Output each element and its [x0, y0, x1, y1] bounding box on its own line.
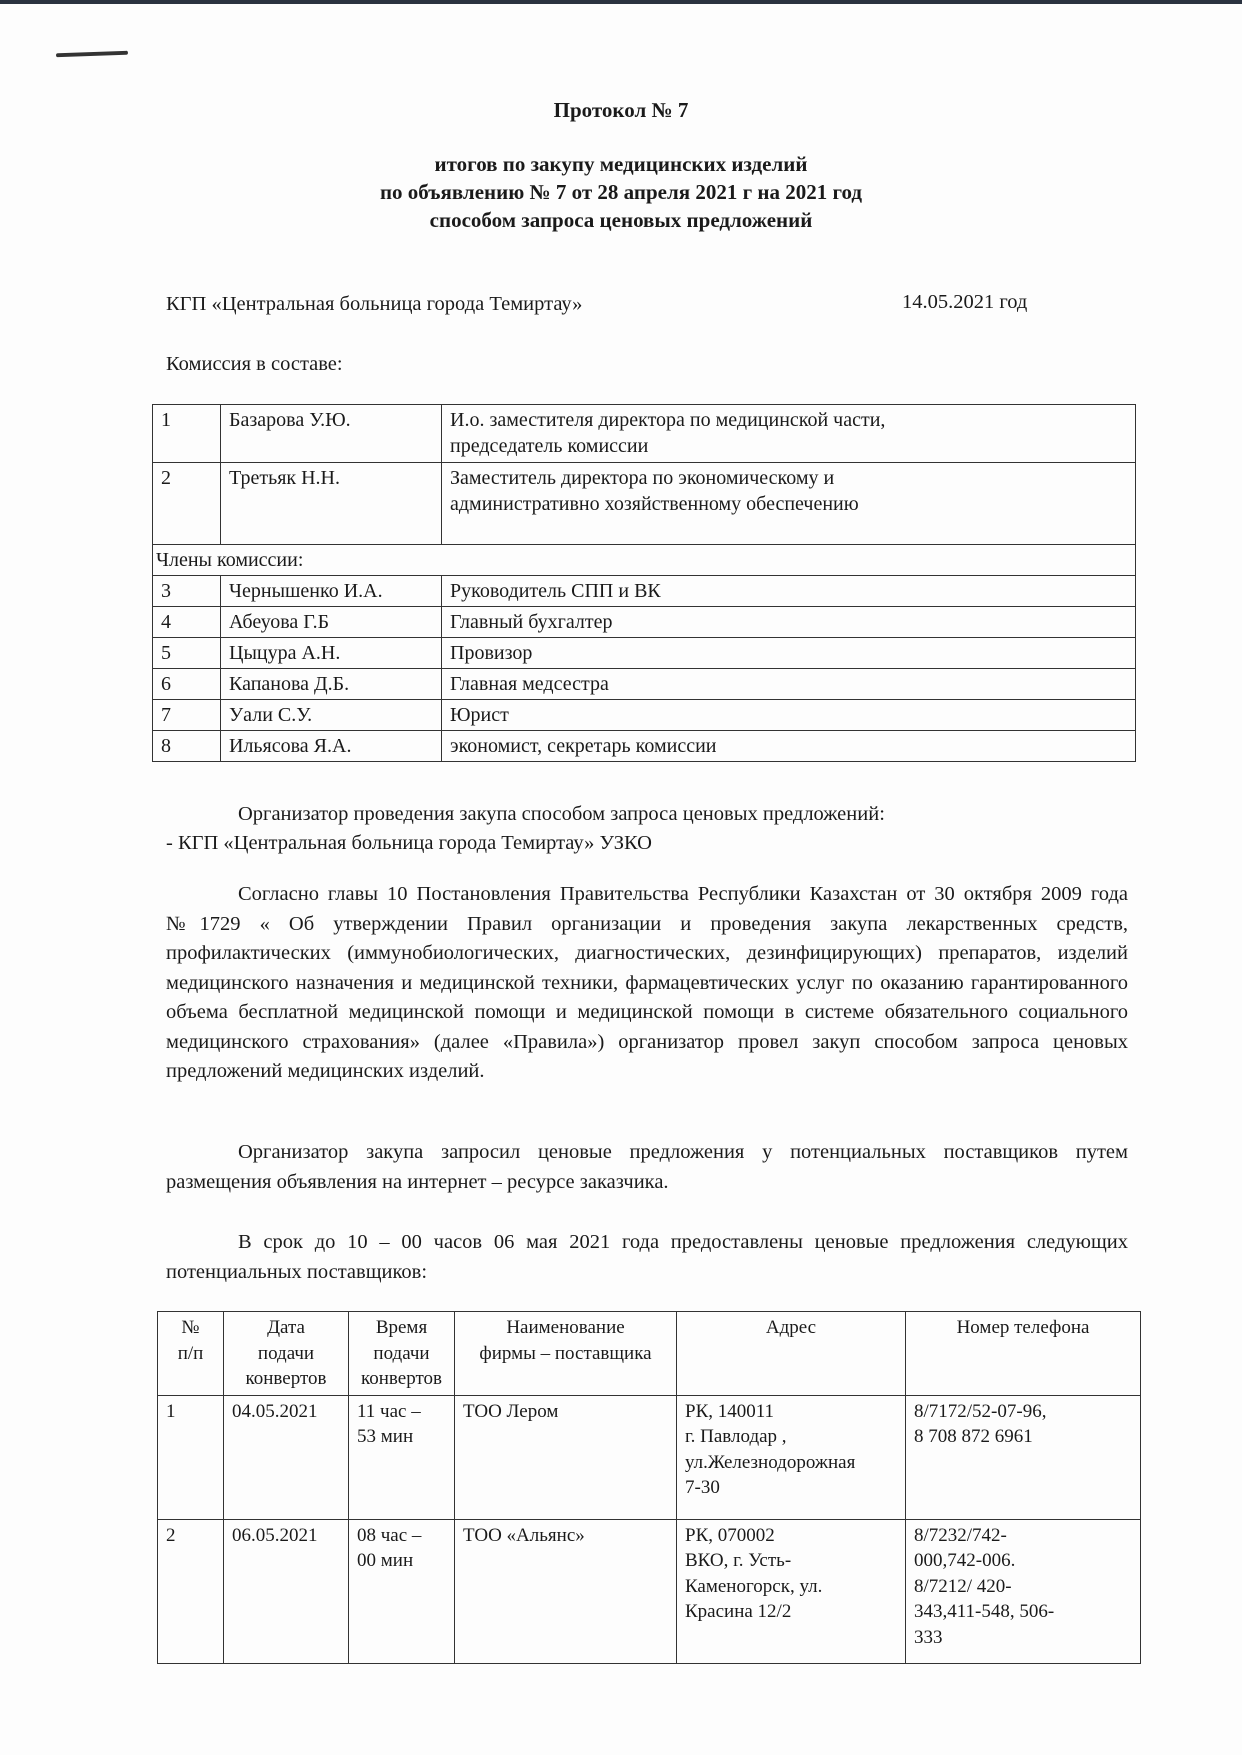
row-number: 2 — [153, 463, 221, 545]
supplier-address: РК, 070002 ВКО, г. Усть- Каменогорск, ул. Красина 12/2 — [677, 1519, 906, 1663]
table-row — [158, 1519, 1141, 1663]
paragraph-deadline: В срок до 10 – 00 часов 06 мая 2021 года предоставлены ценовые предложения следующих потенциальных поставщиков: — [166, 1231, 1128, 1283]
submission-date: 04.05.2021 — [224, 1395, 349, 1519]
paragraph-rules: Согласно главы 10 Постановления Правительства Республики Казахстан от 30 октября 2009 года №1729 « Об утверждении Правил организации и проведения закупа лекарственных средств, профилактических (иммунобиологических, диагностических, дезинфицирующих) препаратов, изделий медицинского назначения и медицинской техники, фармацевтических услуг по оказанию гарантированного объема бесплатной медицинской помощи и медицинской помощи в системе обязательного социального медицинского страхования» (далее «Правила») организатор провел закуп способом запроса ценовых предложений медицинских изделий. — [166, 883, 1128, 1082]
table-header-row — [158, 1312, 1141, 1396]
member-role: Провизор — [442, 638, 1136, 669]
row-number: 1 — [153, 405, 221, 463]
member-name: Цыцура А.Н. — [221, 638, 442, 669]
table-row — [158, 1395, 1141, 1519]
scan-edge — [0, 0, 1242, 4]
member-name: Базарова У.Ю. — [221, 405, 442, 463]
supplier-address: РК, 140011 г. Павлодар , ул.Железнодорожная 7-30 — [677, 1395, 906, 1519]
supplier-phone: 8/7232/742- 000,742-006. 8/7212/ 420- 343,411-548, 506- 333 — [906, 1519, 1141, 1663]
member-name: Капанова Д.Б. — [221, 669, 442, 700]
subtitle-line-3: способом запроса ценовых предложений — [429, 208, 813, 232]
member-role: И.о. заместителя директора по медицинской части, председатель комиссии — [442, 405, 1136, 463]
commission-label: Комиссия в составе: — [166, 353, 343, 375]
row-number: 8 — [153, 731, 221, 762]
member-role: Главная медсестра — [442, 669, 1136, 700]
member-name: Уали С.У. — [221, 700, 442, 731]
member-role: Руководитель СПП и ВК — [442, 576, 1136, 607]
member-name: Чернышенко И.А. — [221, 576, 442, 607]
member-role: Юрист — [442, 700, 1136, 731]
submission-date: 06.05.2021 — [224, 1519, 349, 1663]
commission-row — [153, 731, 1136, 762]
commission-row — [153, 638, 1136, 669]
supplier-name: ТОО Лером — [455, 1395, 677, 1519]
header-address: Адрес — [677, 1312, 906, 1396]
organization-name: КГП «Центральная больница города Темиртау» — [166, 293, 583, 315]
member-role: экономист, секретарь комиссии — [442, 731, 1136, 762]
commission-row — [153, 463, 1136, 545]
submission-time: 08 час – 00 мин — [349, 1519, 455, 1663]
paragraph-request: Организатор закупа запросил ценовые предложения у потенциальных поставщиков путем размещения объявления на интернет – ресурсе заказчика. — [166, 1141, 1128, 1193]
row-number: 4 — [153, 607, 221, 638]
submission-time: 11 час – 53 мин — [349, 1395, 455, 1519]
row-number: 2 — [158, 1519, 224, 1663]
members-label-row — [153, 545, 1136, 576]
member-role: Заместитель директора по экономическому и административно хозяйственному обеспечению — [442, 463, 1136, 545]
row-number: 5 — [153, 638, 221, 669]
member-role: Главный бухгалтер — [442, 607, 1136, 638]
commission-table — [152, 404, 1136, 762]
commission-row — [153, 576, 1136, 607]
subtitle-line-1: итогов по закупу медицинских изделий — [434, 152, 808, 176]
row-number: 6 — [153, 669, 221, 700]
row-number: 3 — [153, 576, 221, 607]
member-name: Ильясова Я.А. — [221, 731, 442, 762]
members-label: Члены комиссии: — [153, 545, 1136, 576]
row-number: 1 — [158, 1395, 224, 1519]
commission-row — [153, 669, 1136, 700]
row-number: 7 — [153, 700, 221, 731]
suppliers-table — [157, 1311, 1141, 1664]
commission-row — [153, 607, 1136, 638]
header-supplier-name: Наименование фирмы – поставщика — [455, 1312, 677, 1396]
subtitle-line-2: по объявлению № 7 от 28 апреля 2021 г на 2021 год — [379, 180, 863, 204]
organizer-line-2: - КГП «Центральная больница города Темиртау» УЗКО — [166, 832, 652, 854]
organizer-line-1: Организатор проведения закупа способом запроса ценовых предложений: — [238, 803, 885, 825]
supplier-phone: 8/7172/52-07-96, 8 708 872 6961 — [906, 1395, 1141, 1519]
member-name: Абеуова Г.Б — [221, 607, 442, 638]
header-time: Время подачи конвертов — [349, 1312, 455, 1396]
document-title: Протокол № 7 — [553, 98, 689, 122]
header-phone: Номер телефона — [906, 1312, 1141, 1396]
commission-row — [153, 405, 1136, 463]
member-name: Третьяк Н.Н. — [221, 463, 442, 545]
protocol-date: 14.05.2021 год — [902, 291, 1028, 313]
pen-mark — [56, 51, 128, 58]
header-date: Дата подачи конвертов — [224, 1312, 349, 1396]
header-number: № п/п — [158, 1312, 224, 1396]
commission-row — [153, 700, 1136, 731]
supplier-name: ТОО «Альянс» — [455, 1519, 677, 1663]
